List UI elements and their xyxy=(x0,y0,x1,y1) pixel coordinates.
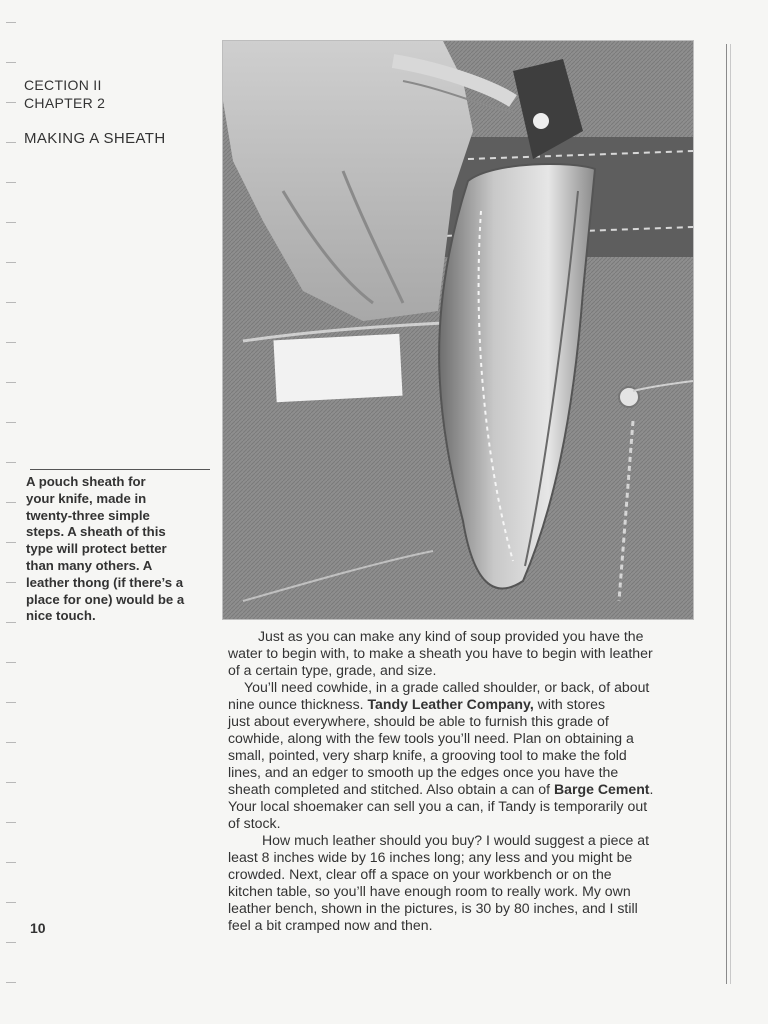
binding-tick xyxy=(6,422,16,423)
text-line: leather bench, shown in the pictures, is 30 by 80 inches, and I still xyxy=(228,900,638,916)
paragraph-2 xyxy=(228,679,718,832)
binding-tick xyxy=(6,102,16,103)
page-edge-rule xyxy=(726,44,727,984)
binding-tick xyxy=(6,902,16,903)
binding-tick xyxy=(6,662,16,663)
paragraph-1 xyxy=(228,628,718,679)
text-line: cowhide, along with the few tools you’ll need. Plan on obtaining a xyxy=(228,730,634,746)
chapter-title: MAKING A SHEATH xyxy=(24,130,166,147)
binding-tick xyxy=(6,862,16,863)
chapter-label: CHAPTER 2 xyxy=(24,95,106,111)
company-name: Tandy Leather Company, xyxy=(367,696,534,712)
text-line: of a certain type, grade, and size. xyxy=(228,662,437,678)
binding-tick xyxy=(6,382,16,383)
text-line: of stock. xyxy=(228,815,281,831)
binding-tick xyxy=(6,62,16,63)
photo-caption xyxy=(26,474,216,625)
binding-tick xyxy=(6,822,16,823)
text-line xyxy=(228,781,718,798)
text-line: Just as you can make any kind of soup provided you have the xyxy=(258,628,644,644)
caption-line: than many others. A xyxy=(26,557,153,573)
knife-sheath-photo xyxy=(222,40,694,620)
caption-line: leather thong (if there’s a xyxy=(26,574,184,590)
binding-tick xyxy=(6,462,16,463)
page-number: 10 xyxy=(30,920,46,936)
binding-tick xyxy=(6,302,16,303)
binding-tick xyxy=(6,142,16,143)
spiral-binding-marks xyxy=(6,0,18,1024)
caption-line: nice touch. xyxy=(26,608,96,624)
binding-tick xyxy=(6,742,16,743)
text-run: nine ounce thickness. xyxy=(228,696,368,712)
text-run: . xyxy=(649,781,654,797)
binding-tick xyxy=(6,22,16,23)
text-line: water to begin with, to make a sheath you have to begin with leather xyxy=(228,645,653,661)
text-run: sheath completed and stitched. Also obtain a can of xyxy=(228,781,554,797)
text-line: lines, and an edger to smooth up the edges once you have the xyxy=(228,764,619,780)
caption-line: place for one) would be a xyxy=(26,591,185,607)
product-name: Barge Cement xyxy=(553,781,650,797)
section-label: CECTION II xyxy=(24,77,102,93)
binding-tick xyxy=(6,222,16,223)
body-text xyxy=(228,628,718,934)
text-line: Your local shoemaker can sell you a can, if Tandy is temporarily out xyxy=(228,798,648,814)
caption-line: twenty-three simple xyxy=(26,507,150,523)
text-line: just about everywhere, should be able to furnish this grade of xyxy=(228,713,609,729)
binding-tick xyxy=(6,582,16,583)
caption-line: your knife, made in xyxy=(26,490,147,506)
binding-tick xyxy=(6,942,16,943)
text-line: least 8 inches wide by 16 inches long; any less and you might be xyxy=(228,849,633,865)
text-line: small, pointed, very sharp knife, a grooving tool to make the fold xyxy=(228,747,627,763)
text-line: feel a bit cramped now and then. xyxy=(228,917,433,933)
text-line: crowded. Next, clear off a space on your workbench or on the xyxy=(228,866,612,882)
binding-tick xyxy=(6,502,16,503)
page-edge-rule-faint xyxy=(730,44,731,984)
binding-tick xyxy=(6,542,16,543)
chapter-header xyxy=(24,76,214,147)
text-line: kitchen table, so you’ll have enough room to really work. My own xyxy=(228,883,631,899)
text-line: How much leather should you buy? I would suggest a piece at xyxy=(262,832,650,848)
paragraph-3 xyxy=(228,832,718,934)
binding-tick xyxy=(6,702,16,703)
text-run: with stores xyxy=(533,696,606,712)
caption-line: steps. A sheath of this xyxy=(26,524,166,540)
caption-divider xyxy=(30,469,210,470)
text-line xyxy=(228,696,718,713)
binding-tick xyxy=(6,182,16,183)
binding-tick xyxy=(6,982,16,983)
text-line: You’ll need cowhide, in a grade called shoulder, or back, of about xyxy=(244,679,650,695)
binding-tick xyxy=(6,262,16,263)
binding-tick xyxy=(6,622,16,623)
binding-tick xyxy=(6,782,16,783)
binding-tick xyxy=(6,342,16,343)
caption-line: type will protect better xyxy=(26,541,167,557)
caption-line: A pouch sheath for xyxy=(26,474,146,489)
